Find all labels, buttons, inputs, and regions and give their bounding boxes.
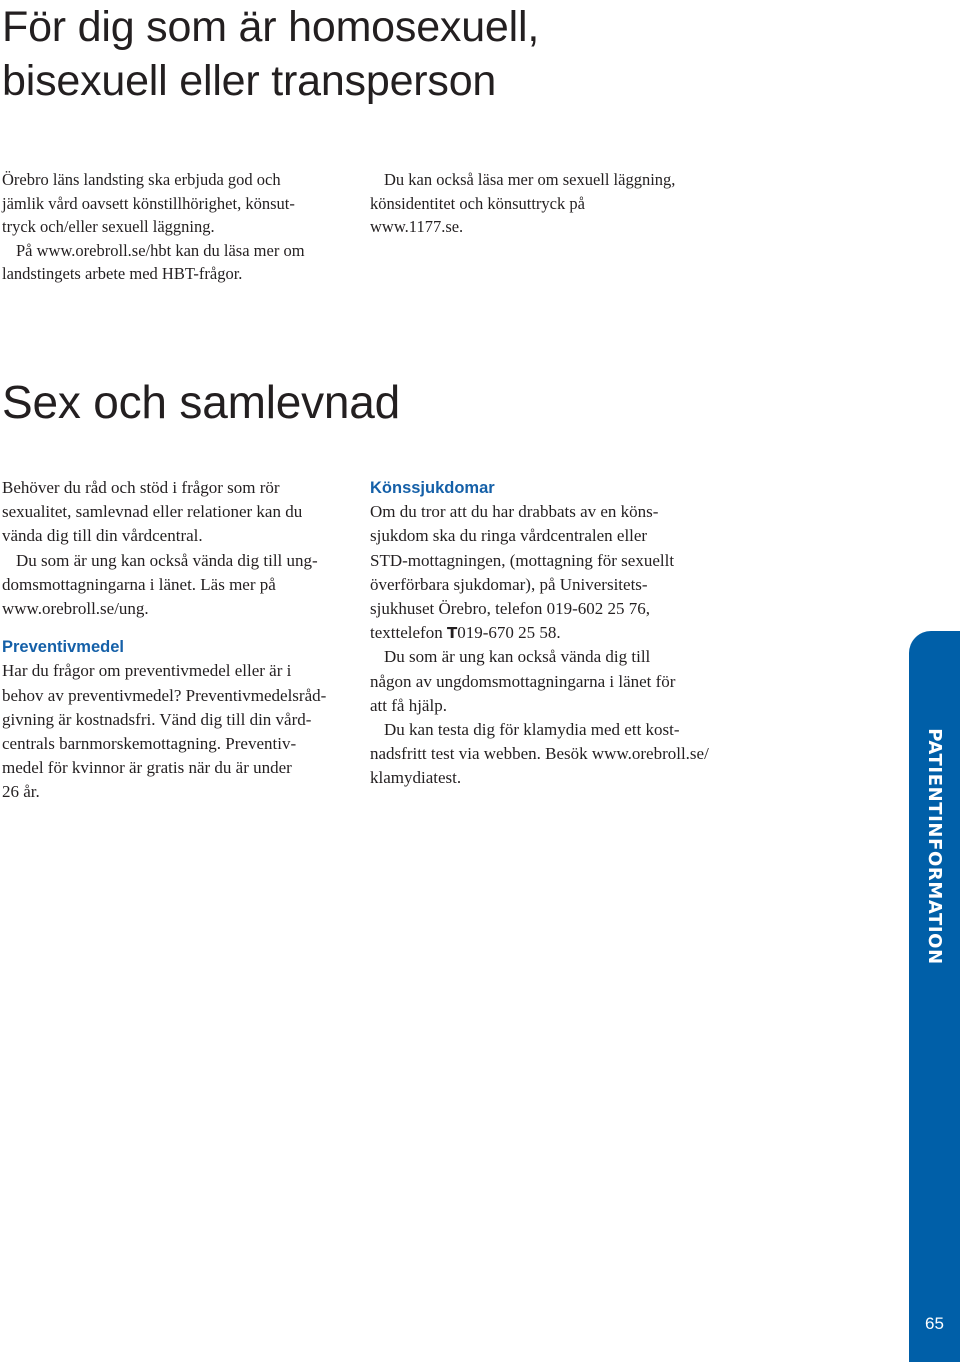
right-paragraph-1: Om du tror att du har drabbats av en köns- sjukdom ska du ringa vårdcentralen eller STD-mottagningen, (mottagning för sexuellt överförbara sjukdomar), på Universitets- sjukhuset Örebro, telefon 019-602 25 76, texttelefon T019-670 25 58.	[370, 500, 730, 645]
texttelefon-line: texttelefon T019-670 25 58.	[370, 623, 561, 643]
subheading-preventivmedel: Preventivmedel	[2, 638, 124, 657]
intro-right-column	[370, 168, 730, 239]
intro-right-paragraph-1: Du kan också läsa mer om sexuell läggning, könsidentitet och könsuttryck på www.1177.se.	[370, 170, 676, 236]
left-paragraph-2: Du som är ung kan också vända dig till ung- domsmottagningarna i länet. Läs mer på www.orebroll.se/ung.	[2, 550, 318, 619]
intro-left-column	[2, 168, 347, 286]
right-paragraph-2: Du som är ung kan också vända dig till någon av ungdomsmottagningarna i länet för att få hjälp.	[370, 647, 676, 715]
spacer	[2, 621, 347, 635]
page-title	[2, 0, 539, 108]
page-number: 65	[925, 1314, 944, 1333]
page-title-line-2: bisexuell eller transperson	[2, 57, 497, 105]
left-column	[2, 476, 347, 805]
left-paragraph-1: Behöver du råd och stöd i frågor som rör sexualitet, samlevnad eller relationer kan du vända dig till din vårdcentral.	[2, 478, 303, 546]
section-title: Sex och samlevnad	[2, 376, 401, 428]
right-column	[370, 476, 730, 791]
subheading-konssjukdomar: Könssjukdomar	[370, 479, 495, 497]
page-title-line-1: För dig som är homosexuell,	[2, 3, 540, 51]
intro-left-paragraph-2: På www.orebroll.se/hbt kan du läsa mer om landstingets arbete med HBT-frågor.	[2, 240, 305, 283]
side-tab-label: PATIENTINFORMATION	[924, 727, 945, 965]
texttelefon-icon: T	[446, 624, 458, 643]
left-paragraph-3: Har du frågor om preventivmedel eller är i behov av preventivmedel? Preventivmedelsråd- givning är kostnadsfri. Vänd dig till din vård- centrals barnmorskemottagning. Preventiv- medel för kvinnor är gratis när du är under 26 år.	[2, 661, 327, 802]
right-paragraph-3: Du kan testa dig för klamydia med ett kost- nadsfritt test via webben. Besök www.orebroll.se/ klamydiatest.	[370, 720, 709, 788]
side-tab-label-wrapper	[909, 631, 960, 965]
intro-left-paragraph-1: Örebro läns landsting ska erbjuda god och jämlik vård oavsett könstillhörighet, könsut- tryck och/eller sexuell läggning.	[2, 170, 295, 236]
side-tab	[909, 631, 960, 1362]
